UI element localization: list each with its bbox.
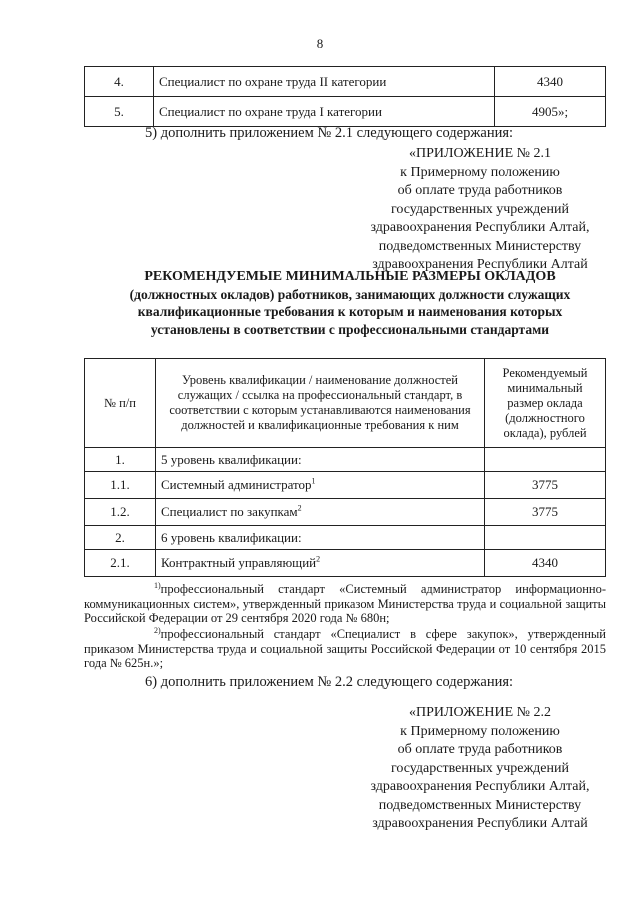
appendix-line: к Примерному положению [400, 723, 560, 739]
salary-value: 3775 [485, 472, 606, 499]
footnote-ref: 2 [316, 554, 321, 564]
salary-value: 4340 [495, 67, 606, 97]
row-number: 5. [85, 97, 154, 127]
salary-value: 3775 [485, 499, 606, 526]
footnote-mark: 1) [154, 580, 161, 590]
position-name: Специалист по охране труда II категории [154, 67, 495, 97]
row-number: 1. [85, 448, 156, 472]
appendix-line: к Примерному положению [400, 164, 560, 180]
table-row [85, 526, 606, 550]
amendment-6-intro: 6) дополнить приложением № 2.2 следующего содержания: [145, 674, 514, 690]
appendix-line: здравоохранения Республики Алтай [372, 816, 588, 831]
table-row [85, 67, 606, 97]
section-title-main: РЕКОМЕНДУЕМЫЕ МИНИМАЛЬНЫЕ РАЗМЕРЫ ОКЛАДОВ [144, 269, 556, 284]
appendix-line: об оплате труда работников [397, 183, 563, 198]
table-row [85, 97, 606, 127]
section-title-line: (должностных окладов) работников, занимающих должности служащих [129, 286, 571, 302]
position-name [156, 472, 485, 499]
row-label: 5 уровень квалификации: [161, 451, 302, 467]
salary-value: 4340 [485, 550, 606, 577]
row-number: 1.1. [85, 472, 156, 499]
section-title-line: установлены в соответствии с профессиональными стандартами [150, 321, 550, 337]
table-row [85, 499, 606, 526]
appendix-line: «ПРИЛОЖЕНИЕ № 2.1 [409, 146, 551, 161]
salary-value [485, 448, 606, 472]
position-name: Специалист по охране труда I категории [154, 97, 495, 127]
appendix-line: об оплате труда работников [397, 742, 563, 757]
table-row [85, 550, 606, 577]
row-number: 2.1. [85, 550, 156, 577]
appendix-line: здравоохранения Республики Алтай, [370, 220, 590, 235]
appendix-line: государственных учреждений [391, 760, 569, 776]
salary-value: 4905»; [495, 97, 606, 127]
appendix-2-2-header [360, 704, 600, 834]
footnote-2 [84, 627, 606, 671]
table-row [85, 472, 606, 499]
row-label: 6 уровень квалификации: [161, 529, 302, 545]
header-qualification: Уровень квалификации / наименование должностей служащих / ссылка на профессиональный стандарт, в соответствии с которым устанавливаются наименования должностей и квалификационные требования к ним [156, 359, 485, 448]
header-salary: Рекомендуемый минимальный размер оклада (должностного оклада), рублей [485, 359, 606, 448]
appendix-line: подведомственных Министерству [378, 797, 582, 813]
position-name [156, 550, 485, 577]
appendix-2-1-header [360, 145, 600, 275]
salary-table [84, 358, 606, 577]
appendix-line: здравоохранения Республики Алтай, [370, 779, 590, 794]
row-label: Системный администратор [161, 477, 312, 492]
amendment-5-intro: 5) дополнить приложением № 2.1 следующего содержания: [145, 125, 514, 141]
footnote-ref: 1 [311, 476, 316, 486]
footnote-text: профессиональный стандарт «Специалист в сфере закупок», утвержденный приказом Министерства труда и социальной защиты Российской Федерации от 10 сентября 2015 года № 625н.»; [84, 627, 606, 670]
appendix-line: здравоохранения Республики Алтай [372, 257, 588, 272]
position-name [156, 499, 485, 526]
footnote-mark: 2) [154, 625, 161, 635]
row-number: 2. [85, 526, 156, 550]
table-header-row [85, 359, 606, 448]
footnote-text: профессиональный стандарт «Системный администратор информационно-коммуникационных систем», утвержденный приказом Министерства труда и социальной защиты Российской Федерации от 29 сентября 2020 года № 680н; [84, 582, 606, 625]
row-label: Специалист по закупкам [161, 504, 298, 519]
qualification-level [156, 448, 485, 472]
row-number: 1.2. [85, 499, 156, 526]
section-title [100, 268, 600, 338]
section-title-line: квалификационные требования к которым и наименования которых [137, 304, 563, 319]
previous-appendix-table-tail [84, 66, 606, 127]
header-number: № п/п [85, 359, 156, 448]
appendix-line: государственных учреждений [391, 201, 569, 217]
appendix-line: подведомственных Министерству [378, 238, 582, 254]
row-number: 4. [85, 67, 154, 97]
qualification-level [156, 526, 485, 550]
page-number: 8 [316, 36, 324, 51]
footnote-1 [84, 582, 606, 626]
salary-value [485, 526, 606, 550]
footnote-ref: 2 [297, 503, 302, 513]
row-label: Контрактный управляющий [161, 555, 317, 570]
table-row [85, 448, 606, 472]
appendix-line: «ПРИЛОЖЕНИЕ № 2.2 [409, 705, 551, 720]
